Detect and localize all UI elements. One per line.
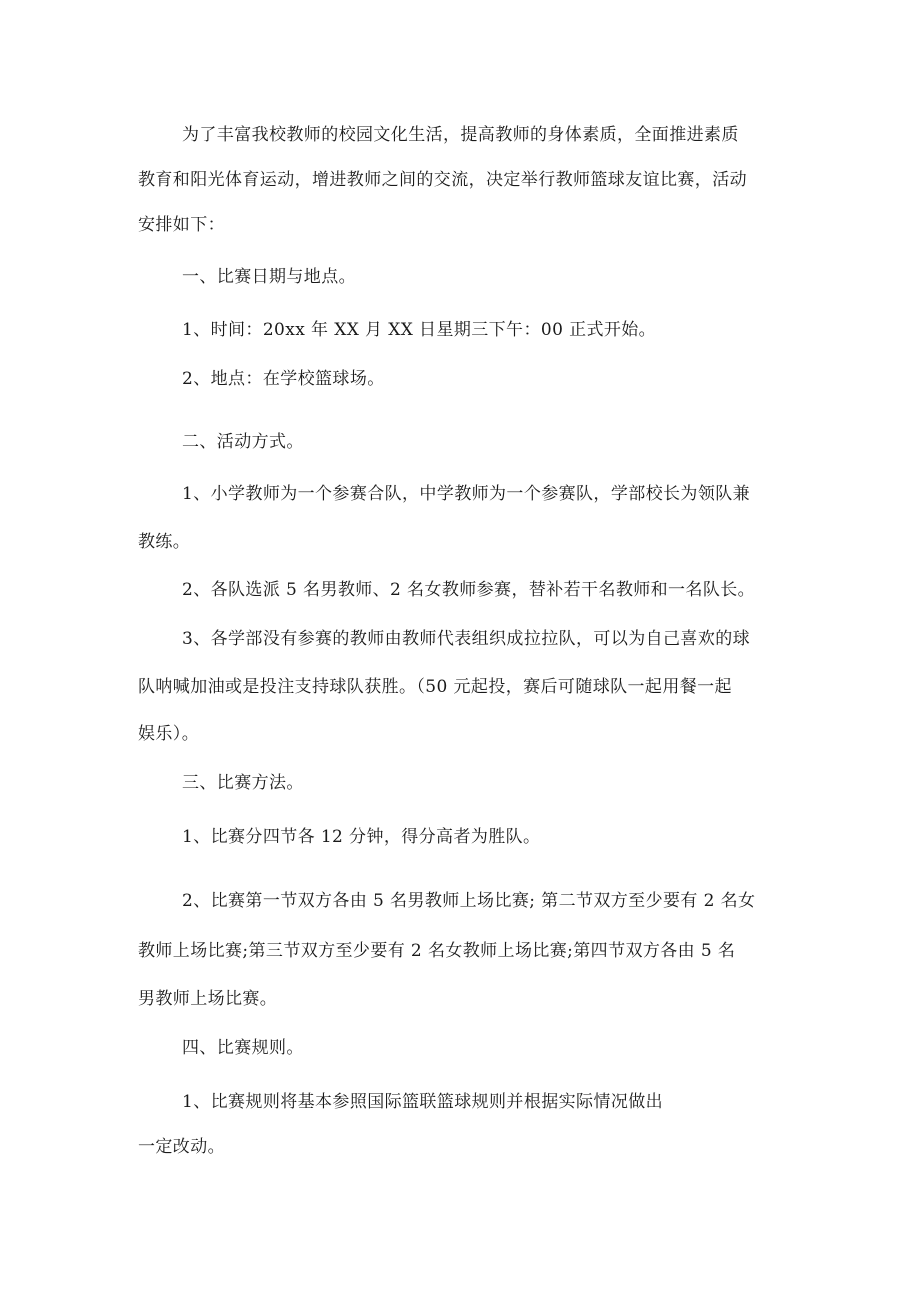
section-1-item-2: 2、地点：在学校篮球场。: [182, 369, 385, 389]
section-3-item-2-line-3: 男教师上场比赛。: [138, 989, 278, 1009]
section-1-item-1: 1、时间：20xx 年 XX 月 XX 日星期三下午：00 正式开始。: [182, 320, 657, 340]
section-2-item-3-line-1: 3、各学部没有参赛的教师由教师代表组织成拉拉队，可以为自己喜欢的球: [182, 629, 751, 649]
section-2-item-1-line-1: 1、小学教师为一个参赛合队，中学教师为一个参赛队，学部校长为领队兼: [182, 484, 751, 504]
section-4-item-1-line-2: 一定改动。: [138, 1137, 225, 1157]
section-3-heading: 三、比赛方法。: [182, 773, 304, 793]
section-2-item-1-line-2: 教练。: [138, 532, 191, 552]
section-4-heading: 四、比赛规则。: [182, 1038, 304, 1058]
intro-line-2: 教育和阳光体育运动，增进教师之间的交流，决定举行教师篮球友谊比赛，活动: [138, 170, 747, 190]
section-2-item-2: 2、各队选派 5 名男教师、2 名女教师参赛，替补若干名教师和一名队长。: [182, 580, 756, 600]
intro-line-3: 安排如下：: [138, 215, 225, 235]
section-2-heading: 二、活动方式。: [182, 432, 304, 452]
section-3-item-2-line-2: 教师上场比赛;第三节双方至少要有 2 名女教师上场比赛;第四节双方各由 5 名: [138, 941, 736, 961]
section-2-item-3-line-3: 娱乐）。: [138, 724, 200, 744]
section-3-item-1: 1、比赛分四节各 12 分钟，得分高者为胜队。: [182, 827, 541, 847]
section-3-item-2-line-1: 2、比赛第一节双方各由 5 名男教师上场比赛; 第二节双方至少要有 2 名女: [182, 891, 756, 911]
intro-line-1: 为了丰富我校教师的校园文化生活，提高教师的身体素质，全面推进素质: [182, 125, 739, 145]
section-2-item-3-line-2: 队呐喊加油或是投注支持球队获胜。（50 元起投，赛后可随球队一起用餐一起: [138, 677, 732, 697]
section-4-item-1-line-1: 1、比赛规则将基本参照国际篮联篮球规则并根据实际情况做出: [182, 1092, 664, 1112]
section-1-heading: 一、比赛日期与地点。: [182, 267, 356, 287]
